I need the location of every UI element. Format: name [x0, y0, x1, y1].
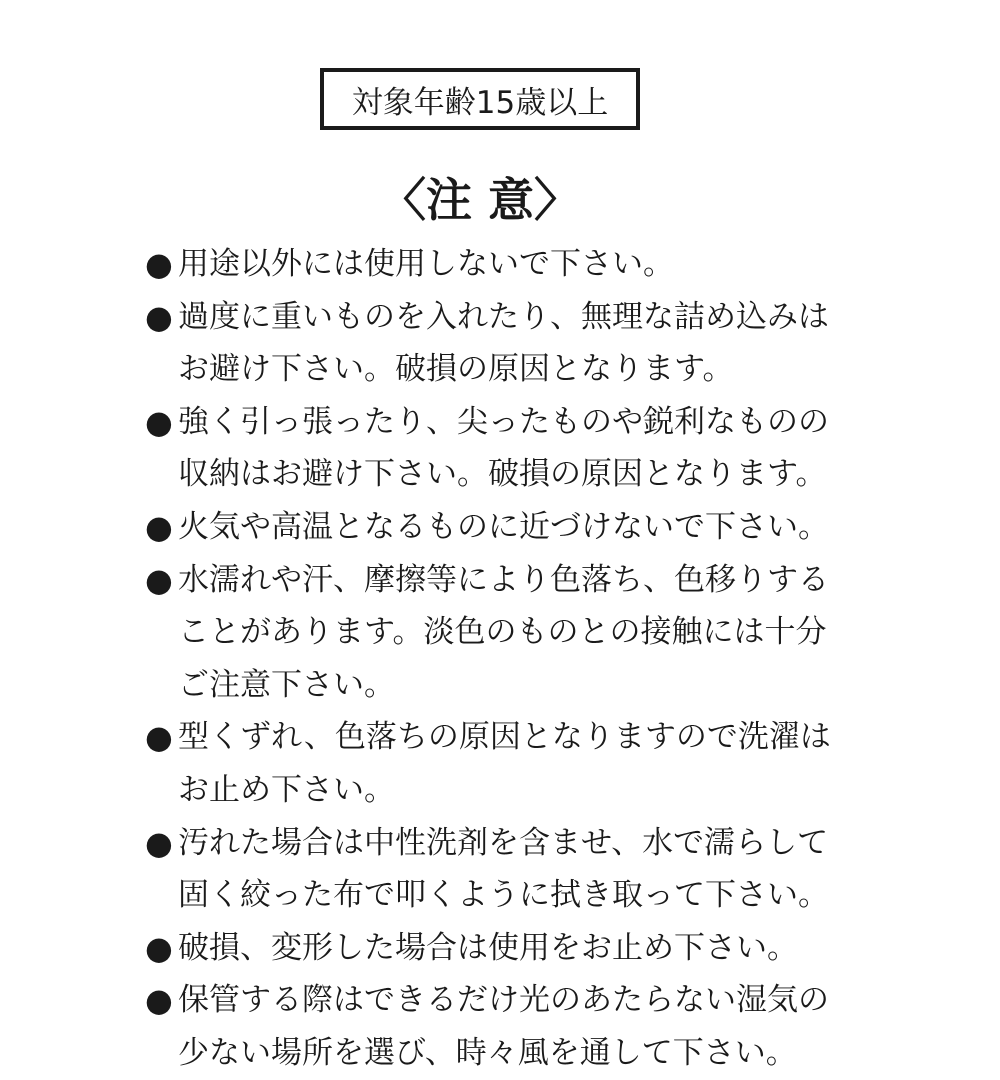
caution-item [140, 711, 880, 816]
bullet-icon: ● [145, 718, 173, 757]
caution-item [140, 238, 880, 291]
bullet-icon: ● [145, 297, 173, 336]
caution-item [140, 922, 880, 975]
age-notice-text: 対象年齢15歳以上 [351, 84, 609, 121]
age-notice-box [320, 68, 640, 130]
bullet-icon: ● [145, 981, 173, 1020]
caution-item [140, 396, 880, 501]
caution-item [140, 501, 880, 554]
caution-item-text: 型くずれ、色落ちの原因となりますので洗濯は お止め下さい。 [178, 719, 831, 808]
bullet-icon: ● [145, 560, 173, 599]
bullet-icon: ● [145, 823, 173, 862]
bullet-icon: ● [145, 402, 173, 441]
caution-item [140, 974, 880, 1079]
bullet-icon: ● [145, 245, 173, 283]
bullet-icon: ● [145, 507, 173, 546]
caution-item-text: 保管する際はできるだけ光のあたらない湿気の 少ない場所を選び、時々風を通して下さい。 [178, 982, 829, 1071]
bullet-icon: ● [145, 928, 173, 967]
caution-heading: 〈注 意〉 [379, 173, 580, 227]
caution-list [140, 238, 880, 1080]
caution-item [140, 554, 880, 712]
caution-item-text: 火気や高温となるものに近づけないで下さい。 [178, 508, 829, 545]
caution-item-text: 強く引っ張ったり、尖ったものや鋭利なものの 収納はお避け下さい。破損の原因となります。 [178, 403, 829, 493]
caution-item-text: 汚れた場合は中性洗剤を含ませ、水で濡らして 固く絞った布で叩くように拭き取って下さい。 [178, 824, 829, 914]
caution-item-text: 用途以外には使用しないで下さい。 [178, 246, 674, 282]
caution-item-text: 過度に重いものを入れたり、無理な詰め込みは お避け下さい。破損の原因となります。 [178, 298, 829, 388]
caution-item-text: 破損、変形した場合は使用をお止め下さい。 [178, 929, 798, 966]
caution-item [140, 817, 880, 922]
caution-item [140, 291, 880, 396]
caution-item-text: 水濡れや汗、摩擦等により色落ち、色移りする ことがあります。淡色のものとの接触には十分 ご注意下さい。 [178, 561, 829, 703]
